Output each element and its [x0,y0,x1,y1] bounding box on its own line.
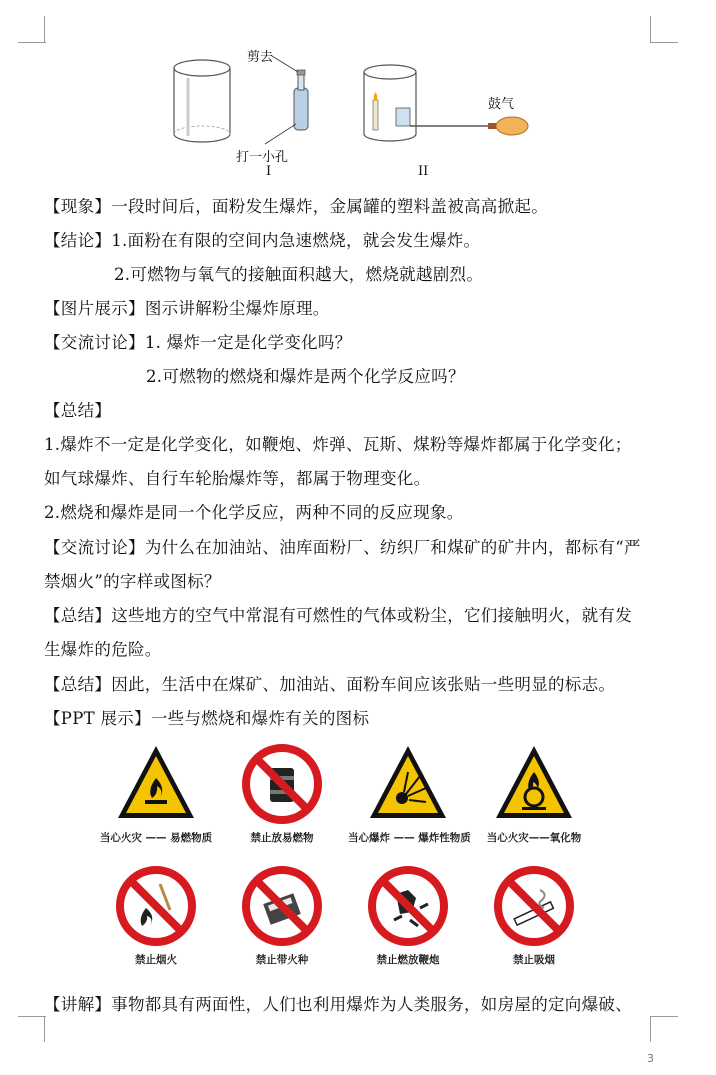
plastic-bottle-icon [294,70,308,130]
summary-line-1a: 1.爆炸不一定是化学变化，如鞭炮、炸弹、瓦斯、煤粉等爆炸都属于化学变化； [44,435,632,454]
sign-caption-explosive: 当心爆炸 —— 爆炸性物质 [348,832,471,844]
sign-caption-no-firecrackers: 禁止燃放鞭炮 [376,954,440,966]
summary-heading: 【总结】 [44,401,112,420]
sign-no-flammables [222,742,342,845]
conclusion-tag: 【结论】 [44,231,112,250]
discussion1-line [44,333,352,353]
sign-caption-no-flammables: 禁止放易燃物 [250,832,314,844]
phenomenon-text: 一段时间后，面粉发生爆炸，金属罐的塑料盖被高高掀起。 [111,197,549,216]
summary3-tag: 【总结】 [44,675,112,694]
sign-no-smoking [474,864,594,967]
sign-oxidizer [474,742,594,845]
sign-caption-oxidizer: 当心火灾——氧化物 [486,832,582,844]
explain-tag: 【讲解】 [44,995,112,1014]
metal-can-icon [174,60,230,142]
sign-caption-no-matches: 禁止带火种 [255,954,309,966]
summary2-line [44,606,632,626]
page-number: 3 [647,1052,654,1065]
label-blow: 鼓气 [488,97,515,112]
flammable-warning-icon [114,742,198,826]
explain-text: 事物都具有两面性，人们也利用爆炸为人类服务，如房屋的定向爆破、 [111,995,633,1014]
label-cut: 剪去 [247,50,274,65]
discussion1-text: 1. 爆炸一定是化学变化吗？ [144,333,352,352]
sign-no-matches [222,864,342,967]
phenomenon-tag: 【现象】 [44,197,112,216]
figure-caption-2: II [418,164,429,179]
summary2-text: 这些地方的空气中常混有可燃性的气体或粉尘，它们接触明火，就有发 [111,606,633,625]
sign-no-firecrackers [348,864,468,967]
no-smoking-icon [492,864,576,948]
summary2-tag: 【总结】 [44,606,112,625]
discussion2-line [44,538,641,558]
no-flammables-icon [240,742,324,826]
picture-line [44,299,330,319]
sign-explosive [348,742,471,845]
picture-tag: 【图片展示】 [44,299,145,318]
oxidizer-warning-icon [492,742,576,826]
sign-flammable [96,742,216,845]
summary3-line [44,675,615,695]
discussion2-text: 为什么在加油站、油库面粉厂、纺织厂和煤矿的矿井内，都标有“严 [144,538,641,557]
explain-line [44,995,632,1015]
discussion1-tag: 【交流讨论】 [44,333,145,352]
no-fireworks-icon [114,864,198,948]
summary-line-2: 2.燃烧和爆炸是同一个化学反应，两种不同的反应现象。 [44,503,464,522]
sign-caption-no-smoking: 禁止吸烟 [513,954,555,966]
summary2-line-2: 生爆炸的危险。 [44,640,162,659]
label-hole: 打一小孔 [236,150,289,165]
phenomenon-line [44,197,548,217]
discussion2-tag: 【交流讨论】 [44,538,145,557]
conclusion-line-2: 2.可燃物与氧气的接触面积越大，燃烧就越剧烈。 [114,265,484,284]
sign-no-fireworks [96,864,216,967]
no-firecrackers-icon [366,864,450,948]
ppt-line [44,709,369,729]
can-with-candle-icon [364,65,416,141]
conclusion-text: 1.面粉在有限的空间内急速燃烧，就会发生爆炸。 [111,231,481,250]
no-matches-icon [240,864,324,948]
picture-text: 图示讲解粉尘爆炸原理。 [144,299,330,318]
summary3-text: 因此，生活中在煤矿、加油站、面粉车间应该张贴一些明显的标志。 [111,675,616,694]
ppt-text: 一些与燃烧和爆炸有关的图标 [150,709,370,728]
discussion2-line-2: 禁烟火”的字样或图标？ [44,572,221,591]
sign-caption-flammable: 当心火灾 —— 易燃物质 [99,832,213,844]
tube-and-bulb-icon [410,117,528,135]
summary-line-1b: 如气球爆炸、自行车轮胎爆炸等，都属于物理变化。 [44,469,431,488]
explosive-warning-icon [366,742,450,826]
ppt-tag: 【PPT 展示】 [44,709,151,728]
apparatus-figure [160,8,560,188]
discussion1-line-2: 2.可燃物的燃烧和爆炸是两个化学反应吗？ [146,367,465,386]
sign-caption-no-fireworks: 禁止烟火 [135,954,177,966]
safety-signs-grid [96,742,596,982]
conclusion-line [44,231,480,251]
figure-caption-1: I [266,164,272,179]
